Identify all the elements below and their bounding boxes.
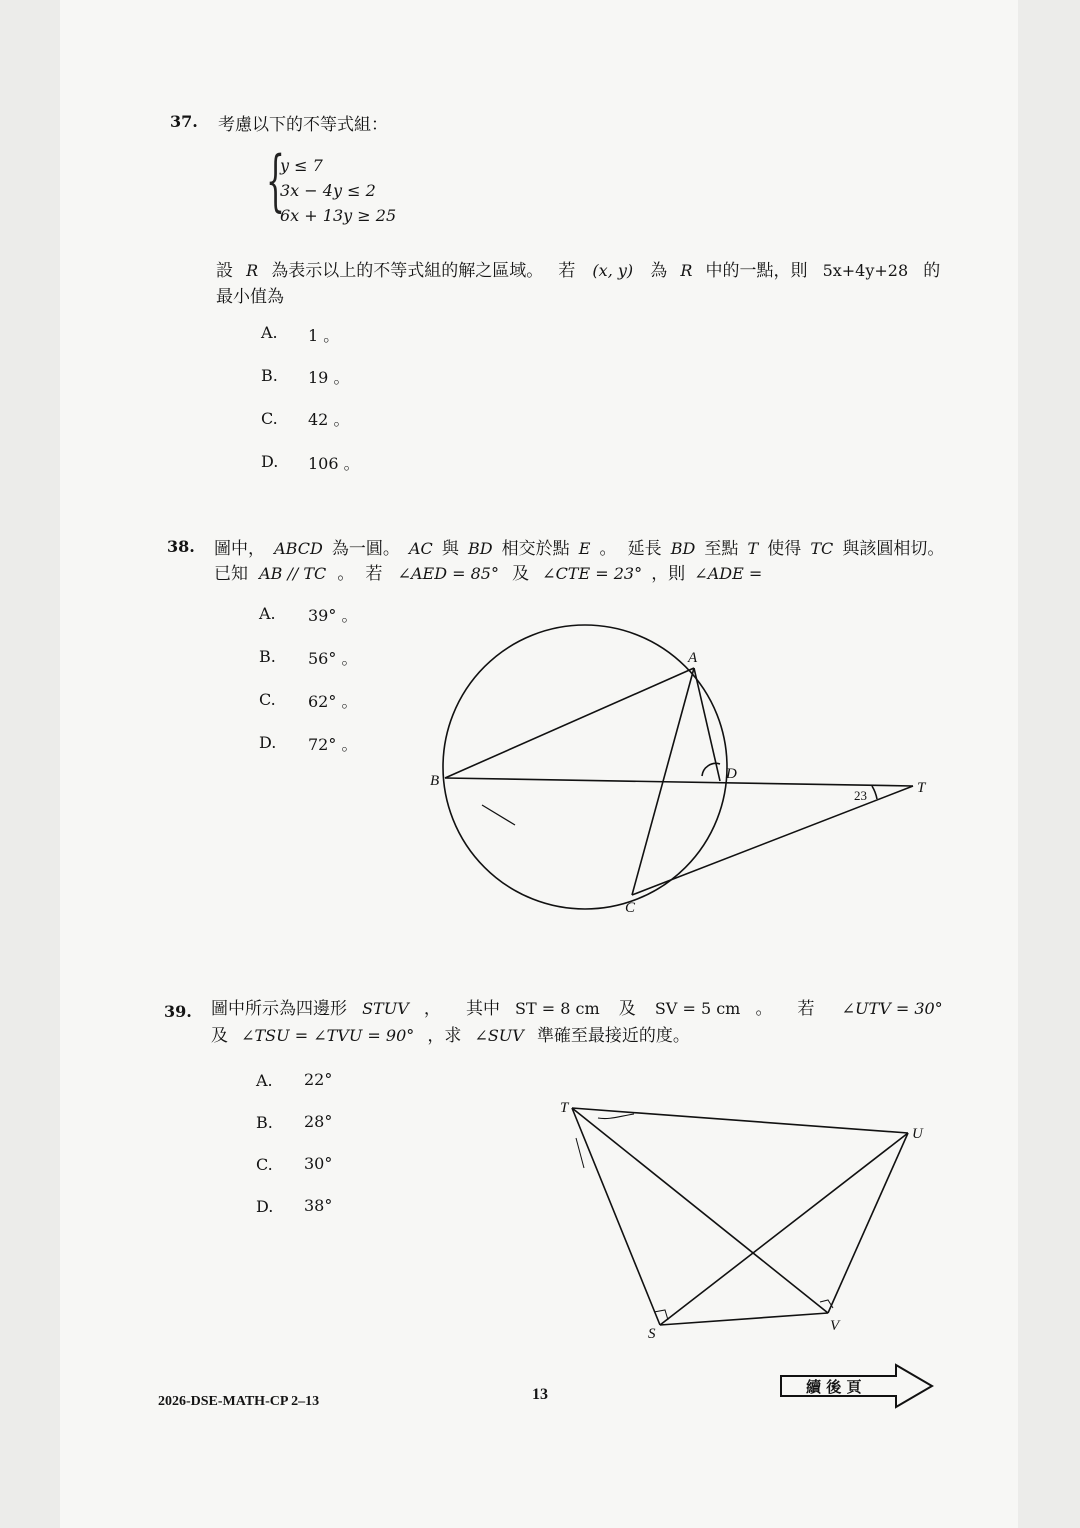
option-b-value: 56° 。: [308, 649, 358, 668]
text-segment: 延長: [627, 539, 662, 559]
text-segment: 準確至最接近的度。: [536, 1026, 690, 1046]
math-segment: STUV: [362, 999, 409, 1018]
text-segment: ，: [423, 999, 441, 1019]
text-segment: 圖中，: [214, 539, 265, 559]
math-segment: ∠AED = 85°: [397, 564, 499, 583]
continue-label: 續 後 頁: [806, 1378, 862, 1396]
text-segment: 。: [755, 999, 773, 1019]
question-body-line2: [214, 559, 766, 584]
point-t-label: T: [917, 780, 926, 796]
line-bt: [445, 778, 913, 786]
option-c-value: 30°: [304, 1154, 333, 1173]
angle-mark-t: [872, 786, 877, 799]
line-sv: [660, 1313, 828, 1325]
line-ab: [445, 668, 694, 778]
option-c-letter: C.: [259, 690, 276, 709]
math-segment: ∠UTV = 30°: [841, 999, 943, 1018]
line-tv: [572, 1108, 828, 1313]
text-segment: 的: [923, 261, 941, 281]
option-d-letter: D.: [256, 1197, 274, 1216]
math-segment: ∠CTE = 23°: [542, 564, 643, 583]
math-segment: R: [246, 261, 259, 280]
paper-code: 2026-DSE-MATH-CP 2–13: [158, 1394, 320, 1409]
point-u-label: U: [912, 1126, 923, 1142]
question-body-line1: [214, 534, 944, 559]
math-segment: SV = 5 cm: [654, 999, 741, 1018]
circle-abcd: [443, 625, 727, 909]
option-a-letter: A.: [259, 604, 276, 623]
question-prompt: 考慮以下的不等式組：: [218, 115, 388, 135]
line-ts: [572, 1108, 660, 1325]
question-body-line2: 最小值為: [216, 287, 284, 307]
option-d-letter: D.: [259, 733, 277, 752]
circle-figure: [420, 600, 940, 930]
text-segment: 及: [618, 999, 636, 1019]
line-tu: [572, 1108, 908, 1133]
option-b-value: 28°: [304, 1112, 333, 1131]
point-b-label: B: [430, 773, 440, 789]
text-segment: 至點: [704, 539, 739, 559]
text-segment: 為表示以上的不等式組的解之區域。: [271, 261, 544, 281]
question-body-line2: [211, 1021, 690, 1046]
option-d-value: 72° 。: [308, 735, 358, 754]
math-segment: 5x+4y+28: [822, 261, 909, 280]
text-segment: 。: [599, 539, 617, 559]
option-b-letter: B.: [261, 366, 278, 385]
point-a-label: A: [688, 650, 698, 666]
option-c-letter: C.: [256, 1155, 273, 1174]
math-segment: ∠TSU = ∠TVU = 90°: [241, 1026, 415, 1045]
option-c-value: 42 。: [308, 410, 350, 429]
inequality-3: 6x + 13y ≥ 25: [280, 206, 397, 225]
text-segment: 與: [441, 539, 459, 559]
pencil-mark: [576, 1138, 584, 1168]
math-segment: E: [578, 539, 591, 558]
page-number: 13: [532, 1386, 548, 1403]
text-segment: 及: [512, 564, 530, 584]
text-segment: 若: [558, 261, 576, 281]
angle-mark-t: [598, 1114, 634, 1119]
option-a-value: 1 。: [308, 326, 340, 345]
text-segment: 為: [650, 261, 668, 281]
line-uv: [828, 1133, 908, 1313]
option-c-value: 62° 。: [308, 692, 358, 711]
point-c-label: C: [625, 900, 636, 916]
math-segment: ∠SUV: [474, 1026, 524, 1045]
math-segment: BD: [467, 539, 493, 558]
math-segment: AC: [408, 539, 433, 558]
text-segment: 。: [337, 564, 355, 584]
question-number: 39.: [164, 1002, 192, 1021]
text-segment: 設: [216, 261, 233, 281]
line-us: [660, 1133, 908, 1325]
question-number: 38.: [167, 537, 195, 556]
quadrilateral-figure: [550, 1090, 940, 1350]
option-a-value: 39° 。: [308, 606, 358, 625]
option-b-letter: B.: [259, 647, 276, 666]
text-segment: 圖中所示為四邊形: [211, 999, 347, 1019]
inequality-2: 3x − 4y ≤ 2: [280, 181, 376, 200]
text-segment: 其中: [465, 999, 500, 1019]
option-b-value: 19 。: [308, 368, 350, 387]
math-segment: TC: [810, 539, 834, 558]
question-body-line1: [216, 256, 940, 281]
question-body-line1: [211, 994, 943, 1019]
pencil-mark: [482, 805, 515, 825]
option-a-letter: A.: [261, 323, 278, 342]
option-c-letter: C.: [261, 409, 278, 428]
text-segment: 中的一點，則: [705, 261, 808, 281]
line-ct: [632, 786, 913, 895]
math-segment: ST = 8 cm: [515, 999, 600, 1018]
text-segment: 已知: [214, 564, 248, 584]
text-segment: 相交於點: [501, 539, 570, 559]
question-number: 37.: [170, 112, 198, 131]
text-segment: ，求: [427, 1026, 462, 1046]
option-d-letter: D.: [261, 452, 279, 471]
text-segment: 及: [211, 1026, 228, 1046]
text-segment: 若: [365, 564, 383, 584]
text-segment: 與該圓相切。: [842, 539, 945, 559]
point-v-label: V: [830, 1318, 840, 1334]
option-d-value: 38°: [304, 1196, 333, 1215]
math-segment: AB // TC: [259, 564, 327, 583]
option-a-letter: A.: [256, 1071, 273, 1090]
option-b-letter: B.: [256, 1113, 273, 1132]
math-segment: BD: [670, 539, 696, 558]
math-segment: (x, y): [592, 261, 634, 280]
option-d-value: 106 。: [308, 454, 360, 473]
text-segment: 若: [797, 999, 815, 1019]
math-segment: ABCD: [274, 539, 323, 558]
brace-symbol: {: [266, 142, 285, 219]
math-segment: T: [747, 539, 759, 558]
point-t-label: T: [560, 1100, 569, 1116]
text-segment: ，則: [651, 564, 686, 584]
math-segment: R: [680, 261, 693, 280]
math-segment: ∠ADE =: [694, 564, 763, 583]
text-segment: 為一圓。: [331, 539, 400, 559]
point-d-label: D: [726, 766, 737, 782]
text-segment: 使得: [767, 539, 802, 559]
inequality-1: y ≤ 7: [280, 156, 323, 175]
point-s-label: S: [648, 1326, 656, 1342]
option-a-value: 22°: [304, 1070, 333, 1089]
angle-annotation: 23: [854, 788, 867, 803]
